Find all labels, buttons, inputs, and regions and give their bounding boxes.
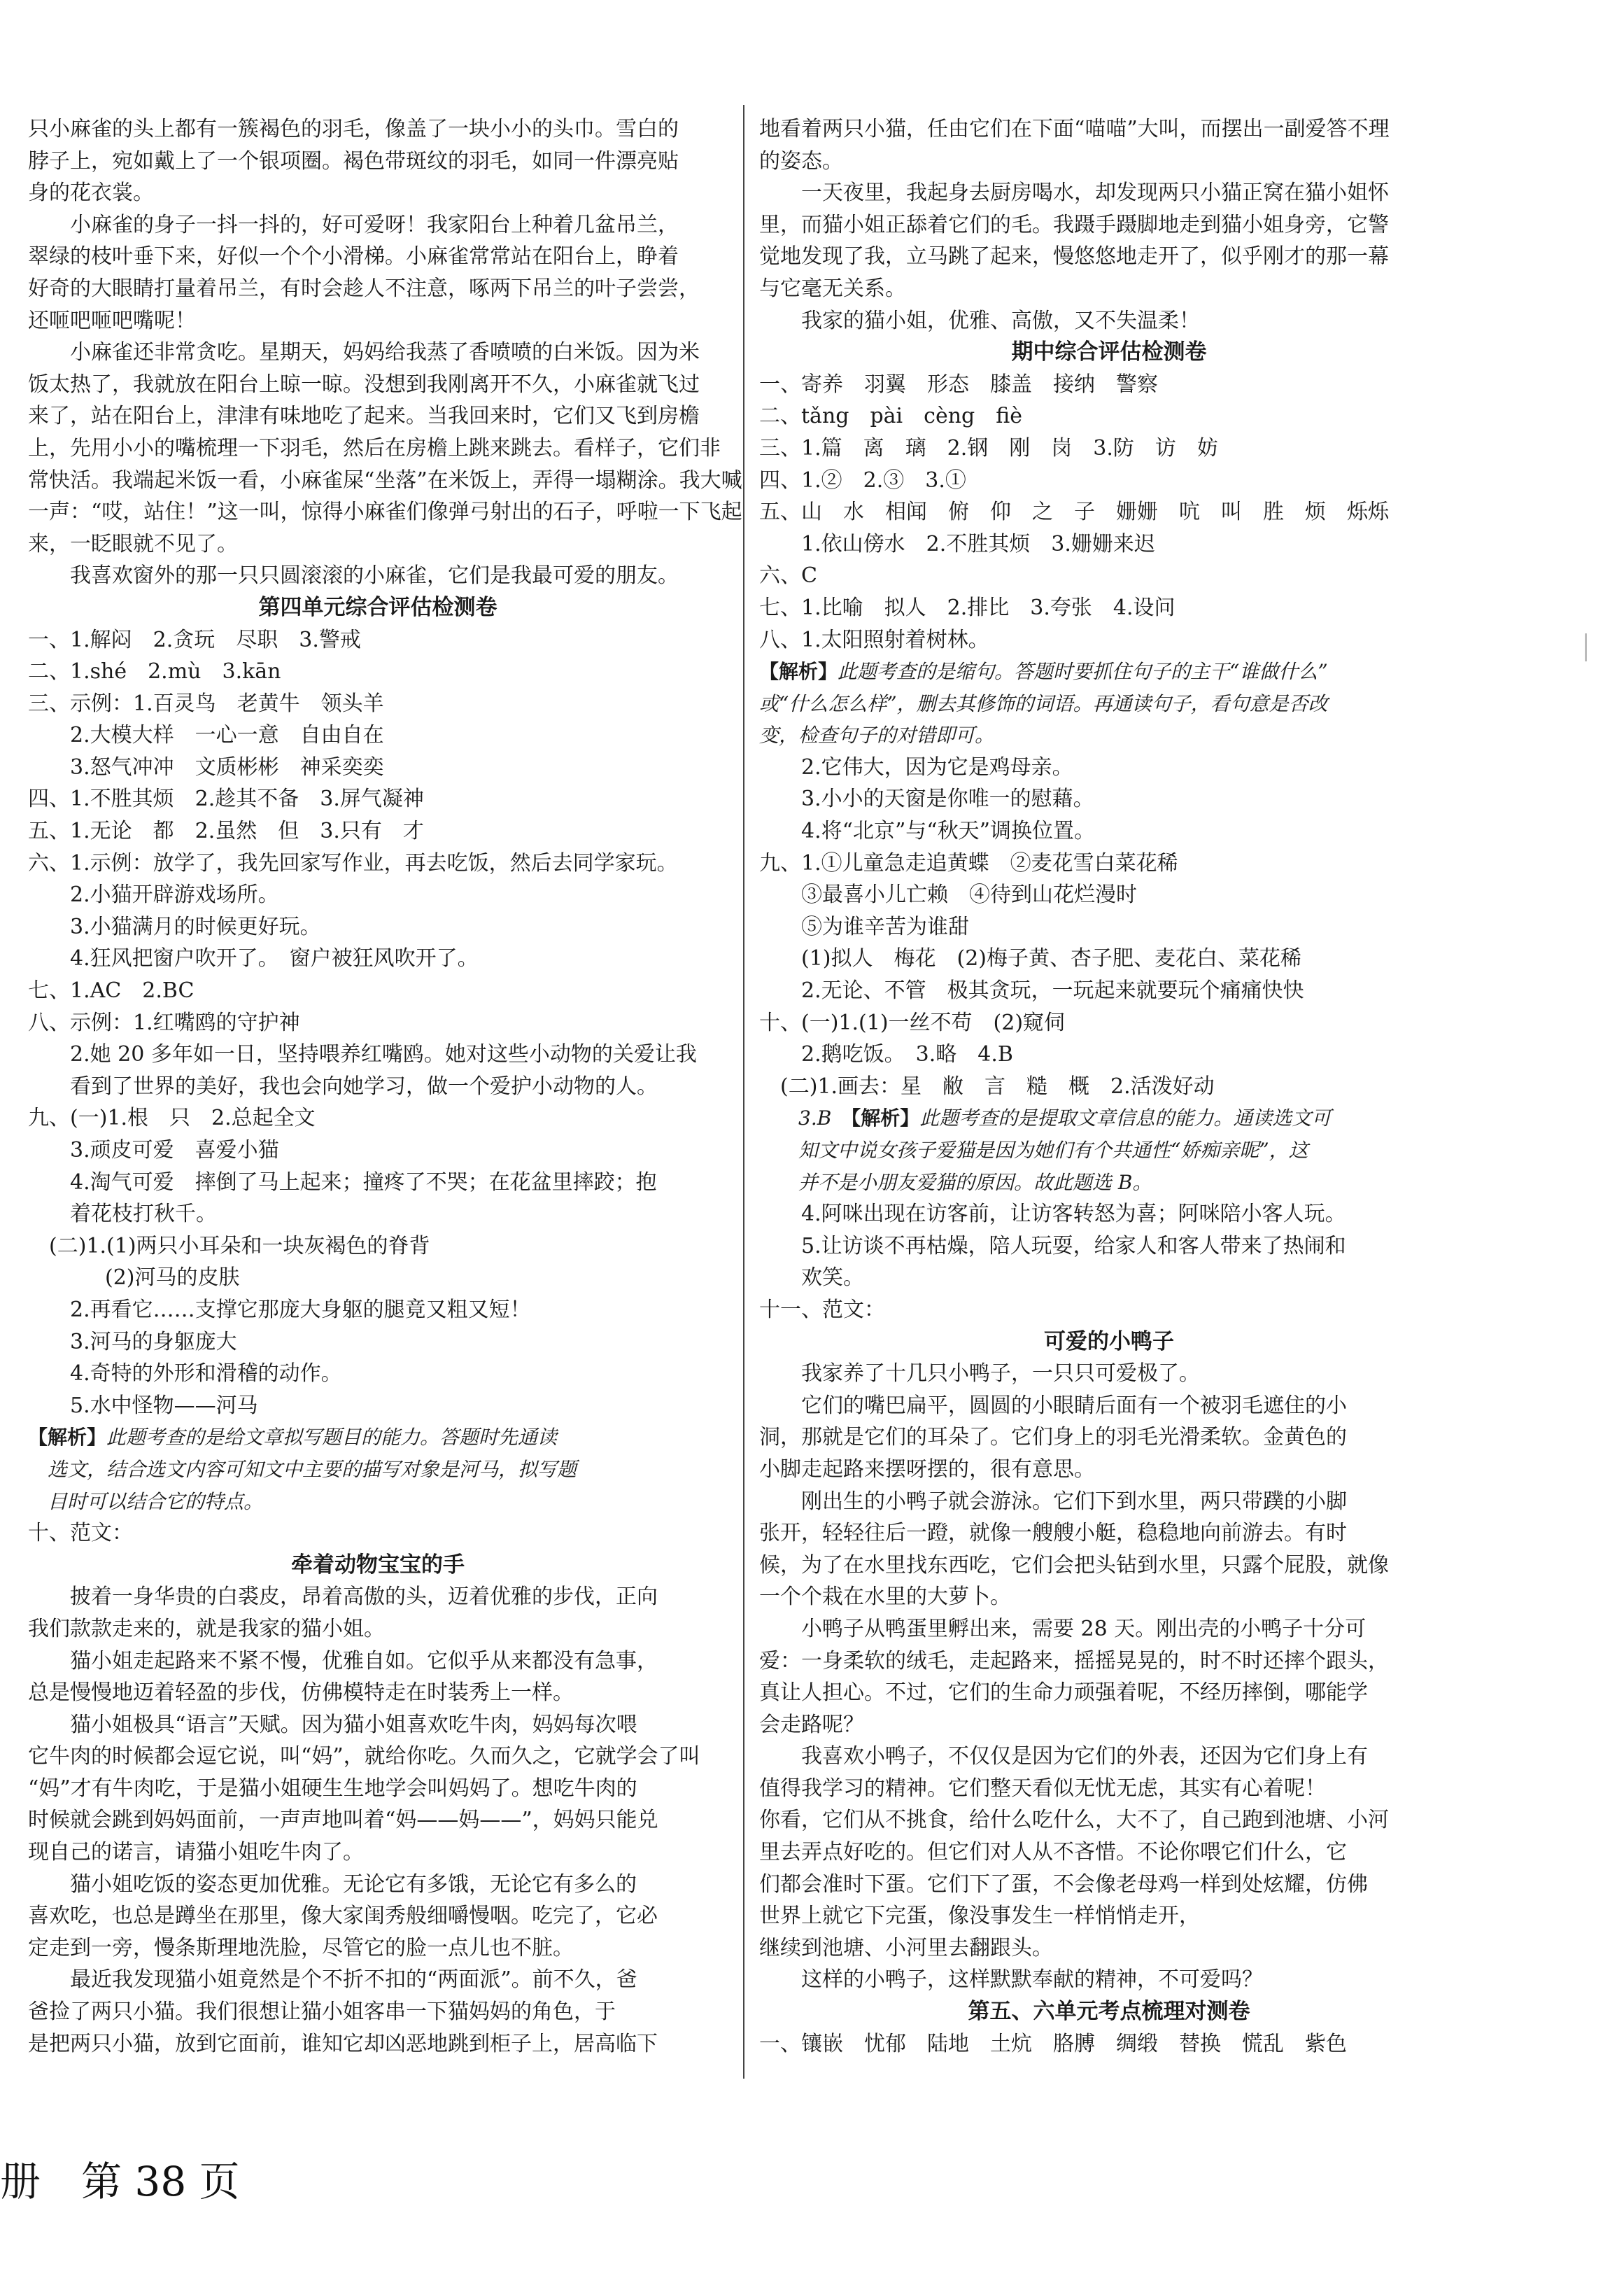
text-line: 五、1.无论 都 2.虽然 但 3.只有 才 [28,819,424,844]
text-line: 三、示例：1.百灵鸟 老黄牛 领头羊 [28,691,384,716]
text-line: 里去弄点好吃的。但它们对人从不吝惜。不论你喂它们什么，它 [759,1840,1347,1865]
text-line: 十、(一)1.(1)一丝不苟 (2)窥伺 [759,1010,1066,1035]
text-line: 一天夜里，我起身去厨房喝水，却发现两只小猫正窝在猫小姐怀 [801,181,1389,206]
text-line: 候，为了在水里找东西吃，它们会把头钻到水里，只露个屁股，就像 [759,1552,1389,1578]
text-line: 4.淘气可爱 摔倒了马上起来；撞疼了不哭；在花盆里摔跤；抱 [70,1169,657,1195]
analysis-line: 或“什么怎么样”，删去其修饰的词语。再通读句子，看句意是否改 [759,691,1328,715]
text-line: 披着一身华贵的白裘皮，昂着高傲的头，迈着优雅的步伐，正向 [70,1585,658,1610]
text-line: 二、tǎng pài cèng fiè [759,404,1022,429]
text-line: 我家养了十几只小鸭子，一只只可爱极了。 [801,1361,1200,1386]
text-line: 十一、范文： [759,1297,885,1322]
text-line: 2.鹅吃饭。 3.略 4.B [801,1042,1013,1067]
text-line: 上，先用小小的嘴梳理一下羽毛，然后在房檐上跳来跳去。看样子，它们非 [28,435,721,461]
analysis-text: 此题考查的是提取文章信息的能力。通读选文可 [919,1107,1332,1130]
text-line: 继续到池塘、小河里去翻跟头。 [759,1935,1053,1960]
analysis-line: 知文中说女孩子爱猫是因为她们有个共通性“娇痴亲昵”，这 [759,1139,1308,1162]
section-title: 第五、六单元考点梳理对测卷 [968,1999,1250,2025]
text-line: (二)1.(1)两只小耳朵和一块灰褐色的脊背 [28,1233,430,1258]
text-line: 2.大模大样 一心一意 自由自在 [70,723,384,748]
analysis-line: 选文，结合选文内容可知文中主要的描写对象是河马，拟写题 [28,1457,577,1481]
text-line: 七、1.AC 2.BC [28,978,195,1004]
text-line: 我喜欢窗外的那一只只圆滚滚的小麻雀，它们是我最可爱的朋友。 [70,563,679,589]
text-line: 3.怒气冲冲 文质彬彬 神采奕奕 [70,754,384,780]
right-column [759,113,1459,2060]
text-line: 常快活。我端起米饭一看，小麻雀屎“坐落”在米饭上，弄得一塌糊涂。我大喊 [28,468,742,493]
text-line: 2.无论、不管 极其贪玩，一玩起来就要玩个痛痛快快 [801,978,1304,1004]
text-line: 2.小猫开辟游戏场所。 [70,883,279,908]
text-line: 时候就会跳到妈妈面前，一声声地叫着“妈——妈——”，妈妈只能兑 [28,1808,658,1833]
text-line: 猫小姐吃饭的姿态更加优雅。无论它有多饿，无论它有多么的 [70,1871,637,1897]
analysis-text: 此题考查的是缩句。答题时要抓住句子的主干“谁做什么” [838,660,1328,684]
analysis-line: 目时可以结合它的特点。 [28,1489,264,1513]
text-line: 4.将“北京”与“秋天”调换位置。 [801,819,1095,844]
text-line: 总是慢慢地迈着轻盈的步伐，仿佛模特走在时装秀上一样。 [28,1680,574,1706]
text-line: 欢笑。 [801,1265,864,1291]
text-line: 一、1.解闷 2.贪玩 尽职 3.警戒 [28,627,361,652]
text-line: 小麻雀的身子一抖一抖的，好可爱呀！我家阳台上种着几盆吊兰， [70,212,679,237]
text-line: 好奇的大眼睛打量着吊兰，有时会趁人不注意，啄两下吊兰的叶子尝尝， [28,276,700,301]
text-line: 4.狂风把窗户吹开了。 窗户被狂风吹开了。 [70,946,479,971]
text-line: 五、山 水 相闻 俯 仰 之 子 姗姗 吭 叫 胜 烦 烁烁 [759,500,1389,525]
text-line: 觉地发现了我，立马跳了起来，慢悠悠地走开了，似乎刚才的那一幕 [759,244,1389,269]
text-line: 来了，站在阳台上，津津有味地吃了起来。当我回来时，它们又飞到房檐 [28,404,700,429]
section-title: 牵着动物宝宝的手 [291,1552,465,1578]
analysis-text: 3.B [759,1107,852,1130]
analysis-tag: 【解析】 [851,1107,920,1130]
text-line: 八、1.太阳照射着树林。 [759,627,989,652]
text-line: 定走到一旁，慢条斯理地洗脸，尽管它的脸一点儿也不脏。 [28,1935,574,1960]
text-line: 四、1.② 2.③ 3.① [759,468,966,493]
text-line: 是把两只小猫，放到它面前，谁知它却凶恶地跳到柜子上，居高临下 [28,2031,658,2056]
text-line: 3.顽皮可爱 喜爱小猫 [70,1138,279,1162]
section-title: 第四单元综合评估检测卷 [258,594,497,620]
text-line: 3.小猫满月的时候更好玩。 [70,914,321,939]
text-line: 地看着两只小猫，任由它们在下面“喵喵”大叫，而摆出一副爱答不理 [759,117,1390,141]
text-line: 一声：“哎，站住！”这一叫，惊得小麻雀们像弹弓射出的石子，呼啦一下飞起 [28,500,742,525]
text-line: 三、1.篇 离 璃 2.钢 刚 岗 3.防 访 妨 [759,435,1218,461]
text-line: 3.河马的身躯庞大 [70,1329,237,1354]
text-line: 你看，它们从不挑食，给什么吃什么，大不了，自己跑到池塘、小河 [759,1808,1389,1833]
analysis-tag: 【解析】 [28,1426,107,1449]
text-line: 刚出生的小鸭子就会游泳。它们下到水里，两只带蹼的小脚 [801,1489,1347,1514]
text-line: 十、范文： [28,1521,133,1546]
text-line: 身的花衣裳。 [28,181,154,206]
scan-mark [1585,633,1587,661]
text-line: 4.阿咪出现在访客前，让访客转怒为喜；阿咪陪小客人玩。 [801,1202,1346,1227]
text-line: 一、寄养 羽翼 形态 膝盖 接纳 警察 [759,372,1158,397]
text-line: 一个个栽在水里的大萝卜。 [759,1585,1011,1610]
text-line: 洞，那就是它们的耳朵了。它们身上的羽毛光滑柔软。金黄色的 [759,1425,1347,1450]
text-line: (二)1.画去：星 敝 言 糙 概 2.活泼好动 [759,1074,1215,1099]
text-line: 九、(一)1.根 只 2.总起全文 [28,1106,316,1131]
text-line: 着花枝打秋千。 [70,1202,217,1227]
text-line: 一、镶嵌 忧郁 陆地 土炕 胳膊 绸缎 替换 慌乱 紫色 [759,2031,1347,2056]
left-column [28,113,742,2060]
analysis-text: 此题考查的是给文章拟写题目的能力。答题时先通读 [106,1426,558,1449]
text-line: 5.水中怪物——河马 [70,1393,258,1418]
text-line: 九、1.①儿童急走追黄蝶 ②麦花雪白菜花稀 [759,850,1178,876]
text-line: 猫小姐极具“语言”天赋。因为猫小姐喜欢吃牛肉，妈妈每次喂 [70,1712,637,1737]
text-line: 看到了世界的美好，我也会向她学习，做一个爱护小动物的人。 [70,1074,658,1099]
text-line: 爸捡了两只小猫。我们很想让猫小姐客串一下猫妈妈的角色，于 [28,2000,616,2025]
text-line: 我们款款走来的，就是我家的猫小姐。 [28,1616,385,1641]
text-line: 饭太热了，我就放在阳台上晾一晾。没想到我刚离开不久，小麻雀就飞过 [28,372,700,397]
analysis-line [759,1102,1459,1134]
text-line: 它牛肉的时候都会逗它说，叫“妈”，就给你吃。久而久之，它就学会了叫 [28,1744,700,1769]
text-line: 我家的猫小姐，优雅、高傲，又不失温柔！ [801,308,1200,333]
text-line: 2.她 20 多年如一日，坚持喂养红嘴鸥。她对这些小动物的关爱让我 [70,1042,697,1067]
text-line: 二、1.shé 2.mù 3.kān [28,659,281,684]
text-line: 小脚走起路来摆呀摆的，很有意思。 [759,1456,1095,1482]
section-title: 期中综合评估检测卷 [1011,339,1207,365]
analysis-line [759,656,1459,688]
text-line: 六、1.示例：放学了，我先回家写作业，再去吃饭，然后去同学家玩。 [28,850,678,876]
analysis-line: 并不是小朋友爱猫的原因。故此题选 B。 [759,1170,1152,1194]
column-divider [743,105,744,2079]
text-line: 还咂吧咂吧嘴呢！ [28,308,196,333]
text-line: 小鸭子从鸭蛋里孵出来，需要 28 天。刚出壳的小鸭子十分可 [801,1616,1367,1641]
text-line: 四、1.不胜其烦 2.趁其不备 3.屏气凝神 [28,787,424,812]
text-line: 现自己的诺言，请猫小姐吃牛肉了。 [28,1840,364,1865]
text-line: 这样的小鸭子，这样默默奉献的精神，不可爱吗？ [801,1967,1263,1993]
text-line: 3.小小的天窗是你唯一的慰藉。 [801,787,1094,812]
text-line: 5.让访谈不再枯燥，陪人玩耍，给家人和客人带来了热闹和 [801,1233,1346,1258]
text-line: 来，一眨眼就不见了。 [28,531,238,556]
text-line: 八、示例：1.红嘴鸥的守护神 [28,1010,300,1035]
text-line: 2.再看它……支撑它那庞大身躯的腿竟又粗又短！ [70,1297,531,1322]
text-line: 我喜欢小鸭子，不仅仅是因为它们的外表，还因为它们身上有 [801,1744,1368,1769]
text-line: 脖子上，宛如戴上了一个银项圈。褐色带斑纹的羽毛，如同一件漂亮贴 [28,148,679,174]
text-line: ⑤为谁辛苦为谁甜 [801,914,969,939]
text-line: 它们的嘴巴扁平，圆圆的小眼睛后面有一个被羽毛遮住的小 [801,1393,1347,1418]
text-line: 喜欢吃，也总是蹲坐在那里，像大家闺秀般细嚼慢咽。吃完了，它必 [28,1904,658,1929]
text-line: 猫小姐走起路来不紧不慢，优雅自如。它似乎从来都没有急事， [70,1648,658,1673]
text-line: 七、1.比喻 拟人 2.排比 3.夸张 4.设问 [759,595,1175,620]
text-line: 1.依山傍水 2.不胜其烦 3.姗姗来迟 [801,531,1155,556]
text-line: 们都会准时下蛋。它们下了蛋，不会像老母鸡一样到处炫耀，仿佛 [759,1871,1368,1897]
text-line: 六、C [759,563,817,589]
text-line: 与它毫无关系。 [759,276,906,301]
text-line: 4.奇特的外形和滑稽的动作。 [70,1361,342,1386]
analysis-line: 变，检查句子的对错即可。 [759,724,995,747]
text-line: 会走路呢？ [759,1712,864,1737]
analysis-tag: 【解析】 [759,660,838,684]
text-line: 的姿态。 [759,148,843,174]
text-line: 只小麻雀的头上都有一簇褐色的羽毛，像盖了一块小小的头巾。雪白的 [28,117,679,141]
text-line: 真让人担心。不过，它们的生命力顽强着呢，不经历摔倒，哪能学 [759,1680,1368,1706]
text-line: 最近我发现猫小姐竟然是个不折不扣的“两面派”。前不久，爸 [70,1967,637,1993]
page-footer: 册 第 38 页 [0,2158,240,2205]
text-line: “妈”才有牛肉吃，于是猫小姐硬生生地学会叫妈妈了。想吃牛肉的 [28,1776,637,1801]
text-line: (1)拟人 梅花 (2)梅子黄、杏子肥、麦花白、菜花稀 [801,946,1301,971]
text-line: 世界上就它下完蛋，像没事发生一样悄悄走开， [759,1904,1200,1929]
text-line: 里，而猫小姐正舔着它们的毛。我蹑手蹑脚地走到猫小姐身旁，它警 [759,212,1389,237]
text-line: ③最喜小儿亡赖 ④待到山花烂漫时 [801,883,1137,908]
text-line: 张开，轻轻往后一蹬，就像一艘艘小艇，稳稳地向前游去。有时 [759,1521,1347,1546]
text-line: 小麻雀还非常贪吃。星期天，妈妈给我蒸了香喷喷的白米饭。因为米 [70,340,700,365]
section-title: 可爱的小鸭子 [1044,1328,1174,1354]
text-line: 2.它伟大，因为它是鸡母亲。 [801,754,1073,780]
text-line: 爱：一身柔软的绒毛，走起路来，摇摇晃晃的，时不时还摔个跟头， [759,1648,1389,1673]
analysis-line [28,1421,728,1454]
text-line: (2)河马的皮肤 [105,1265,240,1291]
text-line: 翠绿的枝叶垂下来，好似一个个小滑梯。小麻雀常常站在阳台上，睁着 [28,244,679,269]
text-line: 值得我学习的精神。它们整天看似无忧无虑，其实有心着呢！ [759,1776,1326,1801]
